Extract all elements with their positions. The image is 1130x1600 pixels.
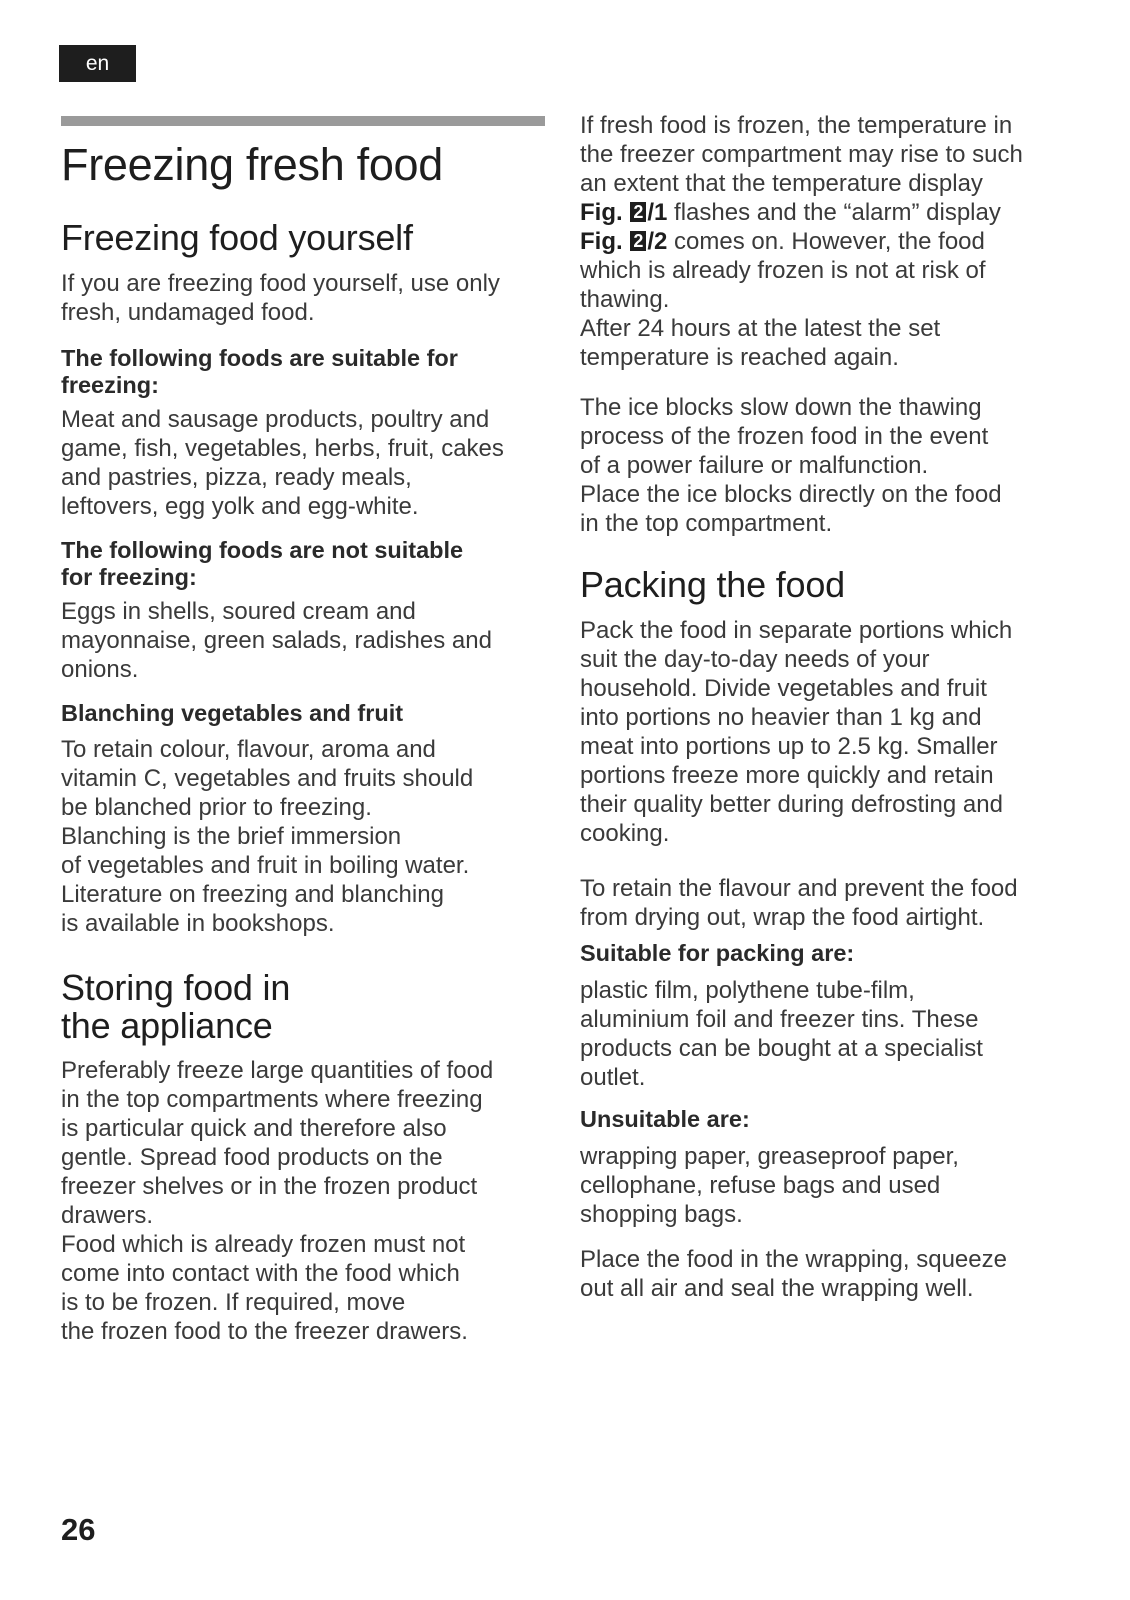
packing-text-2: To retain the flavour and prevent the food from drying out, wrap the food airtight. <box>580 875 1018 931</box>
section-divider <box>61 116 545 126</box>
figure-reference-1 <box>580 199 667 226</box>
language-badge: en <box>59 45 136 82</box>
heading-storing-food: Storing food in the appliance <box>61 967 291 1046</box>
alarm-line-2: the freezer compartment may rise to such <box>580 141 1023 168</box>
not-suitable-foods-text: Eggs in shells, soured cream and mayonnaise, green salads, radishes and onions. <box>61 598 492 683</box>
alarm-paragraph <box>580 111 1023 372</box>
alarm-line-1: If fresh food is frozen, the temperature in <box>580 112 1013 139</box>
heading-freezing-yourself: Freezing food yourself <box>61 217 413 258</box>
page-number: 26 <box>61 1512 96 1547</box>
alarm-line-5: comes on. However, the food <box>667 228 985 255</box>
blanching-heading: Blanching vegetables and fruit <box>61 700 404 726</box>
not-suitable-foods-heading: The following foods are not suitable for freezing: <box>61 537 464 590</box>
fig-label: Fig. <box>580 228 623 255</box>
figure-reference-2 <box>580 228 667 255</box>
blanching-text: To retain colour, flavour, aroma and vitamin C, vegetables and fruits should be blanched prior to freezing. Blanching is the brief immersion of vegetables and fruit in boiling water. Literature on freezing and blanching is available in bookshops. <box>61 736 474 937</box>
fig-ref-suffix: /1 <box>647 199 668 226</box>
heading-packing-food: Packing the food <box>580 564 845 605</box>
fig-ref-suffix: /2 <box>647 228 668 255</box>
suitable-packing-heading: Suitable for packing are: <box>580 940 855 966</box>
storing-food-text: Preferably freeze large quantities of food in the top compartments where freezing is particular quick and therefore also gentle. Spread food products on the freezer shelves or in the frozen product drawers. Food which is already frozen must not come into contact with the food which is to be frozen. If required, move the frozen food to the freezer drawers. <box>61 1057 494 1345</box>
figure-number-badge: 2 <box>630 202 646 222</box>
page-title: Freezing fresh food <box>61 139 444 190</box>
ice-blocks-text: The ice blocks slow down the thawing process of the frozen food in the event of a power failure or malfunction. Place the ice blocks directly on the food in the top compartment. <box>580 394 1002 537</box>
packing-final-text: Place the food in the wrapping, squeeze out all air and seal the wrapping well. <box>580 1246 1007 1302</box>
unsuitable-packing-text: wrapping paper, greaseproof paper, cellophane, refuse bags and used shopping bags. <box>580 1143 959 1228</box>
figure-number-badge: 2 <box>630 231 646 251</box>
freezing-yourself-intro: If you are freezing food yourself, use only fresh, undamaged food. <box>61 270 500 326</box>
packing-text-1: Pack the food in separate portions which suit the day-to-day needs of your household. Divide vegetables and fruit into portions no heavier than 1 kg and meat into portions up to 2.5 kg. Smaller portions freeze more quickly and retain their quality better during defrosting and cooking. <box>580 617 1013 847</box>
suitable-foods-heading: The following foods are suitable for freezing: <box>61 345 458 398</box>
alarm-line-4: flashes and the “alarm” display <box>667 199 1001 226</box>
suitable-foods-text: Meat and sausage products, poultry and game, fish, vegetables, herbs, fruit, cakes and pastries, pizza, ready meals, leftovers, egg yolk and egg-white. <box>61 406 504 520</box>
fig-label: Fig. <box>580 199 623 226</box>
alarm-line-6: which is already frozen is not at risk of thawing. After 24 hours at the latest the set temperature is reached again. <box>580 257 986 371</box>
suitable-packing-text: plastic film, polythene tube-film, aluminium foil and freezer tins. These products can be bought at a specialist outlet. <box>580 977 983 1091</box>
unsuitable-packing-heading: Unsuitable are: <box>580 1106 750 1132</box>
alarm-line-3: an extent that the temperature display <box>580 170 983 197</box>
